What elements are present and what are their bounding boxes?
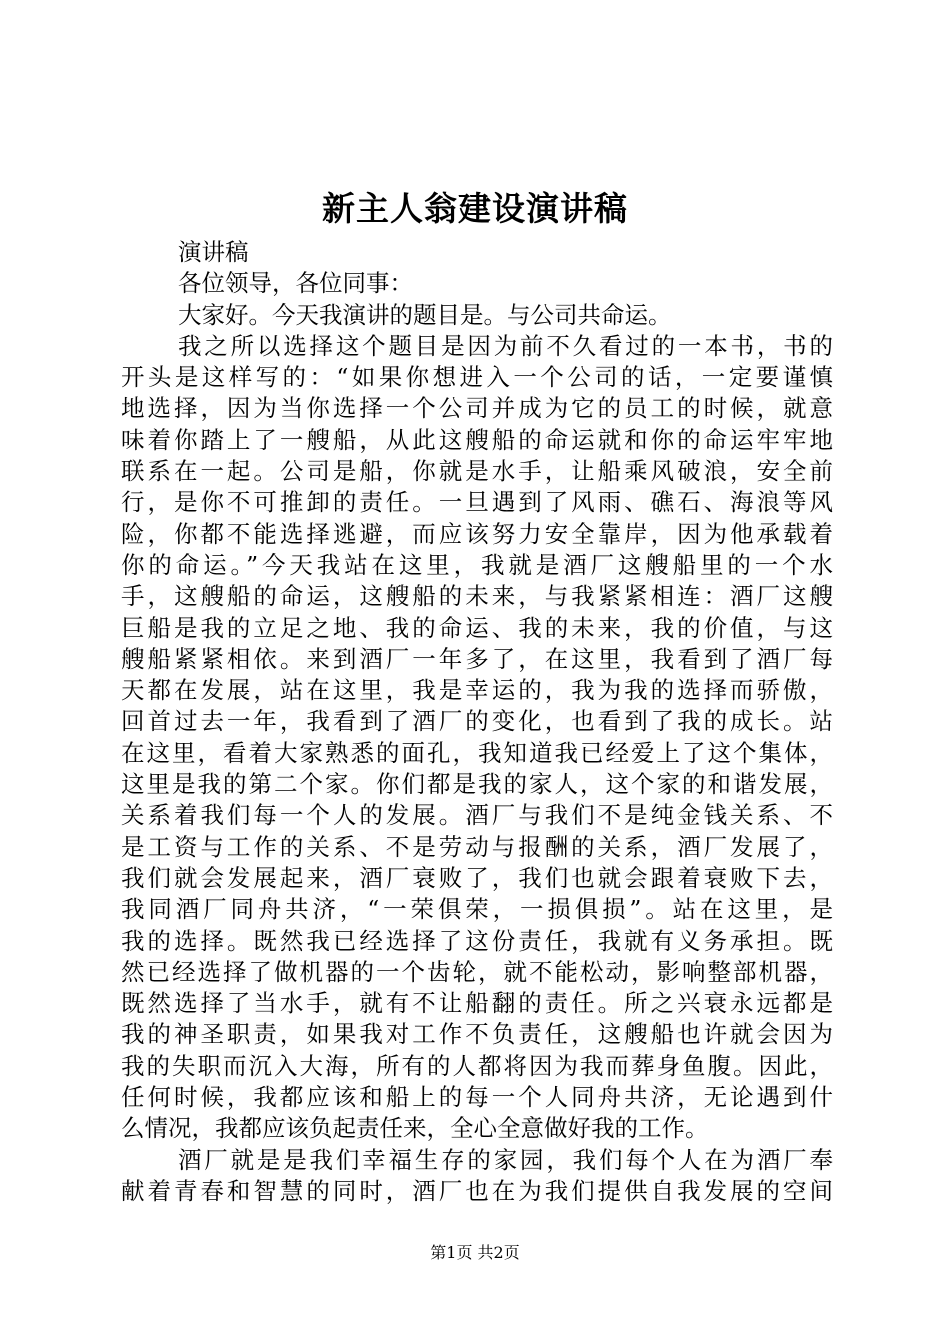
- text-line: 是工资与工作的关系、不是劳动与报酬的关系，酒厂发展了，: [121, 832, 833, 861]
- text-line: 天都在发展，站在这里，我是幸运的，我为我的选择而骄傲，: [121, 676, 833, 705]
- text-line: 回首过去一年，我看到了酒厂的变化，也看到了我的成长。站: [121, 707, 833, 736]
- text-line: 任何时候，我都应该和船上的每一个人同舟共济，无论遇到什: [121, 1083, 833, 1112]
- text-line: 献着青春和智慧的同时，酒厂也在为我们提供自我发展的空间: [121, 1176, 833, 1205]
- text-line: 联系在一起。公司是船，你就是水手，让船乘风破浪，安全前: [121, 457, 833, 486]
- text-line: 巨船是我的立足之地、我的命运、我的未来，我的价值，与这: [121, 613, 833, 642]
- text-line: 味着你踏上了一艘船，从此这艘船的命运就和你的命运牢牢地: [121, 425, 833, 454]
- text-line: 艘船紧紧相依。来到酒厂一年多了，在这里，我看到了酒厂每: [121, 644, 833, 673]
- document-title: 新主人翁建设演讲稿: [322, 189, 628, 228]
- text-line: 地选择，因为当你选择一个公司并成为它的员工的时候，就意: [121, 394, 833, 423]
- text-line: 行，是你不可推卸的责任。一旦遇到了风雨、礁石、海浪等风: [121, 488, 833, 517]
- text-line: 我之所以选择这个题目是因为前不久看过的一本书，书的: [178, 331, 833, 360]
- text-line: 大家好。今天我演讲的题目是。与公司共命运。: [178, 300, 672, 329]
- text-line: 我们就会发展起来，酒厂衰败了，我们也就会跟着衰败下去，: [121, 863, 833, 892]
- text-line: 演讲稿: [178, 238, 249, 266]
- text-line: 开头是这样写的：“如果你想进入一个公司的话，一定要谨慎: [121, 363, 833, 392]
- text-line: 么情况，我都应该负起责任来，全心全意做好我的工作。: [121, 1114, 709, 1143]
- text-line: 险，你都不能选择逃避，而应该努力安全靠岸，因为他承载着: [121, 519, 833, 548]
- text-line: 在这里，看着大家熟悉的面孔，我知道我已经爱上了这个集体，: [121, 738, 833, 767]
- text-line: 关系着我们每一个人的发展。酒厂与我们不是纯金钱关系、不: [121, 801, 833, 830]
- text-line: 我的神圣职责，如果我对工作不负责任，这艘船也许就会因为: [121, 1020, 833, 1049]
- page-footer: 第1页 共2页: [430, 1243, 520, 1262]
- text-line: 这里是我的第二个家。你们都是我的家人，这个家的和谐发展，: [121, 770, 833, 799]
- text-line: 既然选择了当水手，就有不让船翻的责任。所之兴衰永远都是: [121, 989, 833, 1018]
- text-line: 酒厂就是是我们幸福生存的家园，我们每个人在为酒厂奉: [178, 1145, 833, 1174]
- document-body: [121, 237, 833, 1207]
- text-line: 你的命运。”今天我站在这里，我就是酒厂这艘船里的一个水: [121, 550, 833, 579]
- text-line: 然已经选择了做机器的一个齿轮，就不能松动，影响整部机器，: [121, 957, 833, 986]
- text-line: 各位领导，各位同事：: [178, 269, 413, 298]
- text-line: 手，这艘船的命运，这艘船的未来，与我紧紧相连：酒厂这艘: [121, 582, 833, 611]
- text-line: 我的失职而沉入大海，所有的人都将因为我而葬身鱼腹。因此，: [121, 1051, 833, 1080]
- text-line: 我的选择。既然我已经选择了这份责任，我就有义务承担。既: [121, 926, 833, 955]
- text-line: 我同酒厂同舟共济，“一荣俱荣，一损俱损”。站在这里，是: [121, 895, 833, 924]
